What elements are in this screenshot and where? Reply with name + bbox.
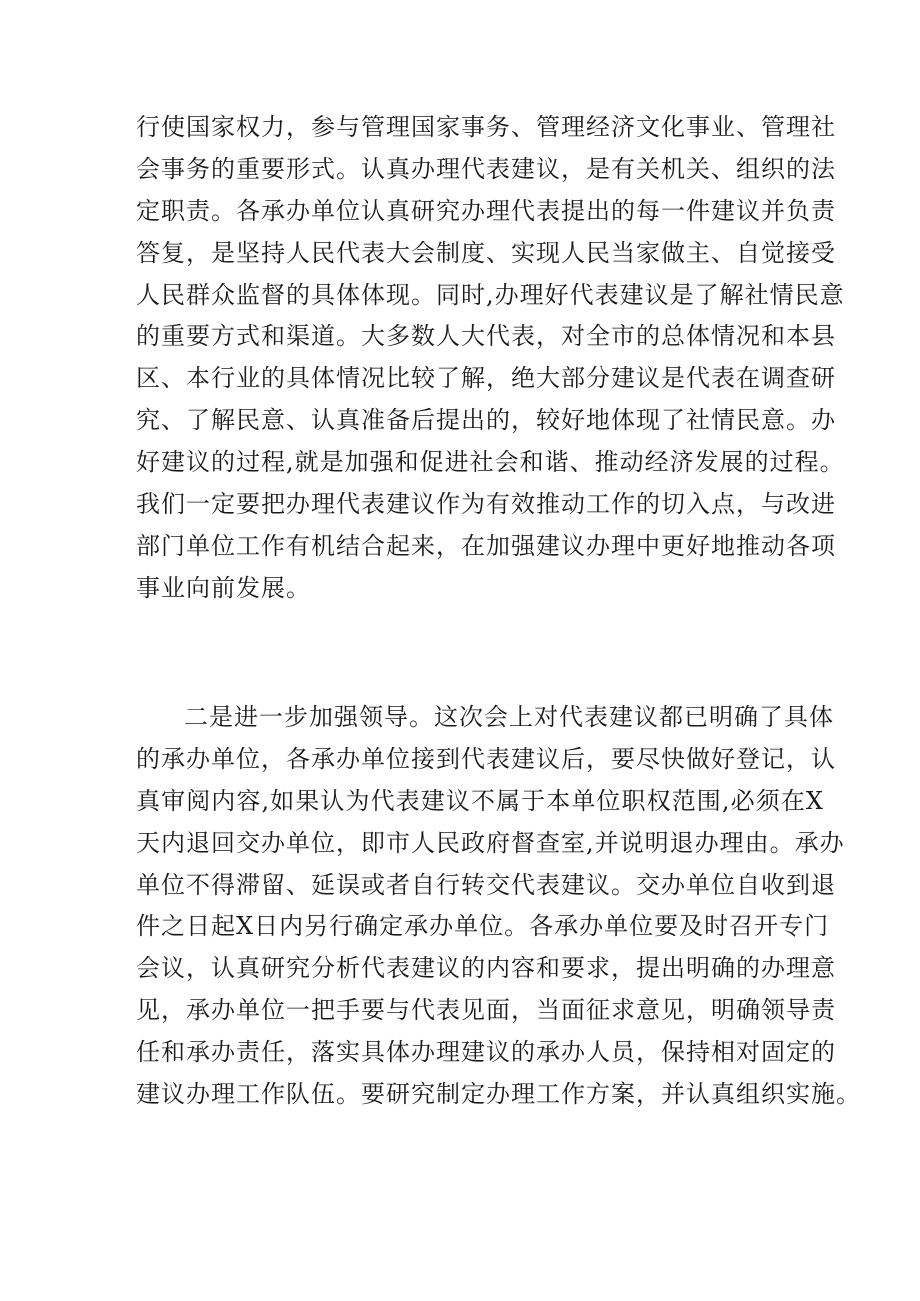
text-line: 件之日起X日内另行确定承办单位。各承办单位要及时召开专门 <box>136 912 830 941</box>
text-line: 区、本行业的具体情况比较了解，绝大部分建议是代表在调查研 <box>136 364 836 393</box>
text-line: 的承办单位，各承办单位接到代表建议后，要尽快做好登记，认 <box>136 744 836 773</box>
text-line: 建议办理工作队伍。要研究制定办理工作方案，并认真组织实施。 <box>136 1080 861 1109</box>
text-line: 行使国家权力，参与管理国家事务、管理经济文化事业、管理社 <box>136 113 836 141</box>
text-line: 会议，认真研究分析代表建议的内容和要求，提出明确的办理意 <box>136 954 836 983</box>
paragraph-2 <box>136 697 861 1116</box>
text-line: 究、了解民意、认真准备后提出的，较好地体现了社情民意。办 <box>136 406 836 435</box>
text-line: 答复，是坚持人民代表大会制度、实现人民当家做主、自觉接受 <box>136 238 836 267</box>
paragraph-1 <box>136 107 845 610</box>
text-line: 好建议的过程,就是加强和促进社会和谐、推动经济发展的过程。 <box>136 448 845 477</box>
text-line: 部门单位工作有机结合起来，在加强建议办理中更好地推动各项 <box>136 531 836 560</box>
text-line: 单位不得滞留、延误或者自行转交代表建议。交办单位自收到退 <box>136 870 836 899</box>
text-line: 真审阅内容,如果认为代表建议不属于本单位职权范围,必须在X <box>136 786 824 815</box>
text-line: 会事务的重要形式。认真办理代表建议，是有关机关、组织的法 <box>136 154 836 183</box>
text-line: 事业向前发展。 <box>136 573 311 602</box>
text-line: 见，承办单位一把手要与代表见面，当面征求意见，明确领导责 <box>136 996 836 1025</box>
text-line: 任和承办责任，落实具体办理建议的承办人员，保持相对固定的 <box>136 1038 836 1067</box>
text-line: 天内退回交办单位，即市人民政府督查室,并说明退办理由。承办 <box>136 828 845 857</box>
text-line: 定职责。各承办单位认真研究办理代表提出的每一件建议并负责 <box>136 196 836 225</box>
text-line: 的重要方式和渠道。大多数人大代表，对全市的总体情况和本县 <box>136 322 836 351</box>
text-line: 人民群众监督的具体体现。同时,办理好代表建议是了解社情民意 <box>136 280 845 309</box>
text-line: 二是进一步加强领导。这次会上对代表建议都已明确了具体 <box>184 703 834 731</box>
text-line: 我们一定要把办理代表建议作为有效推动工作的切入点，与改进 <box>136 490 836 519</box>
